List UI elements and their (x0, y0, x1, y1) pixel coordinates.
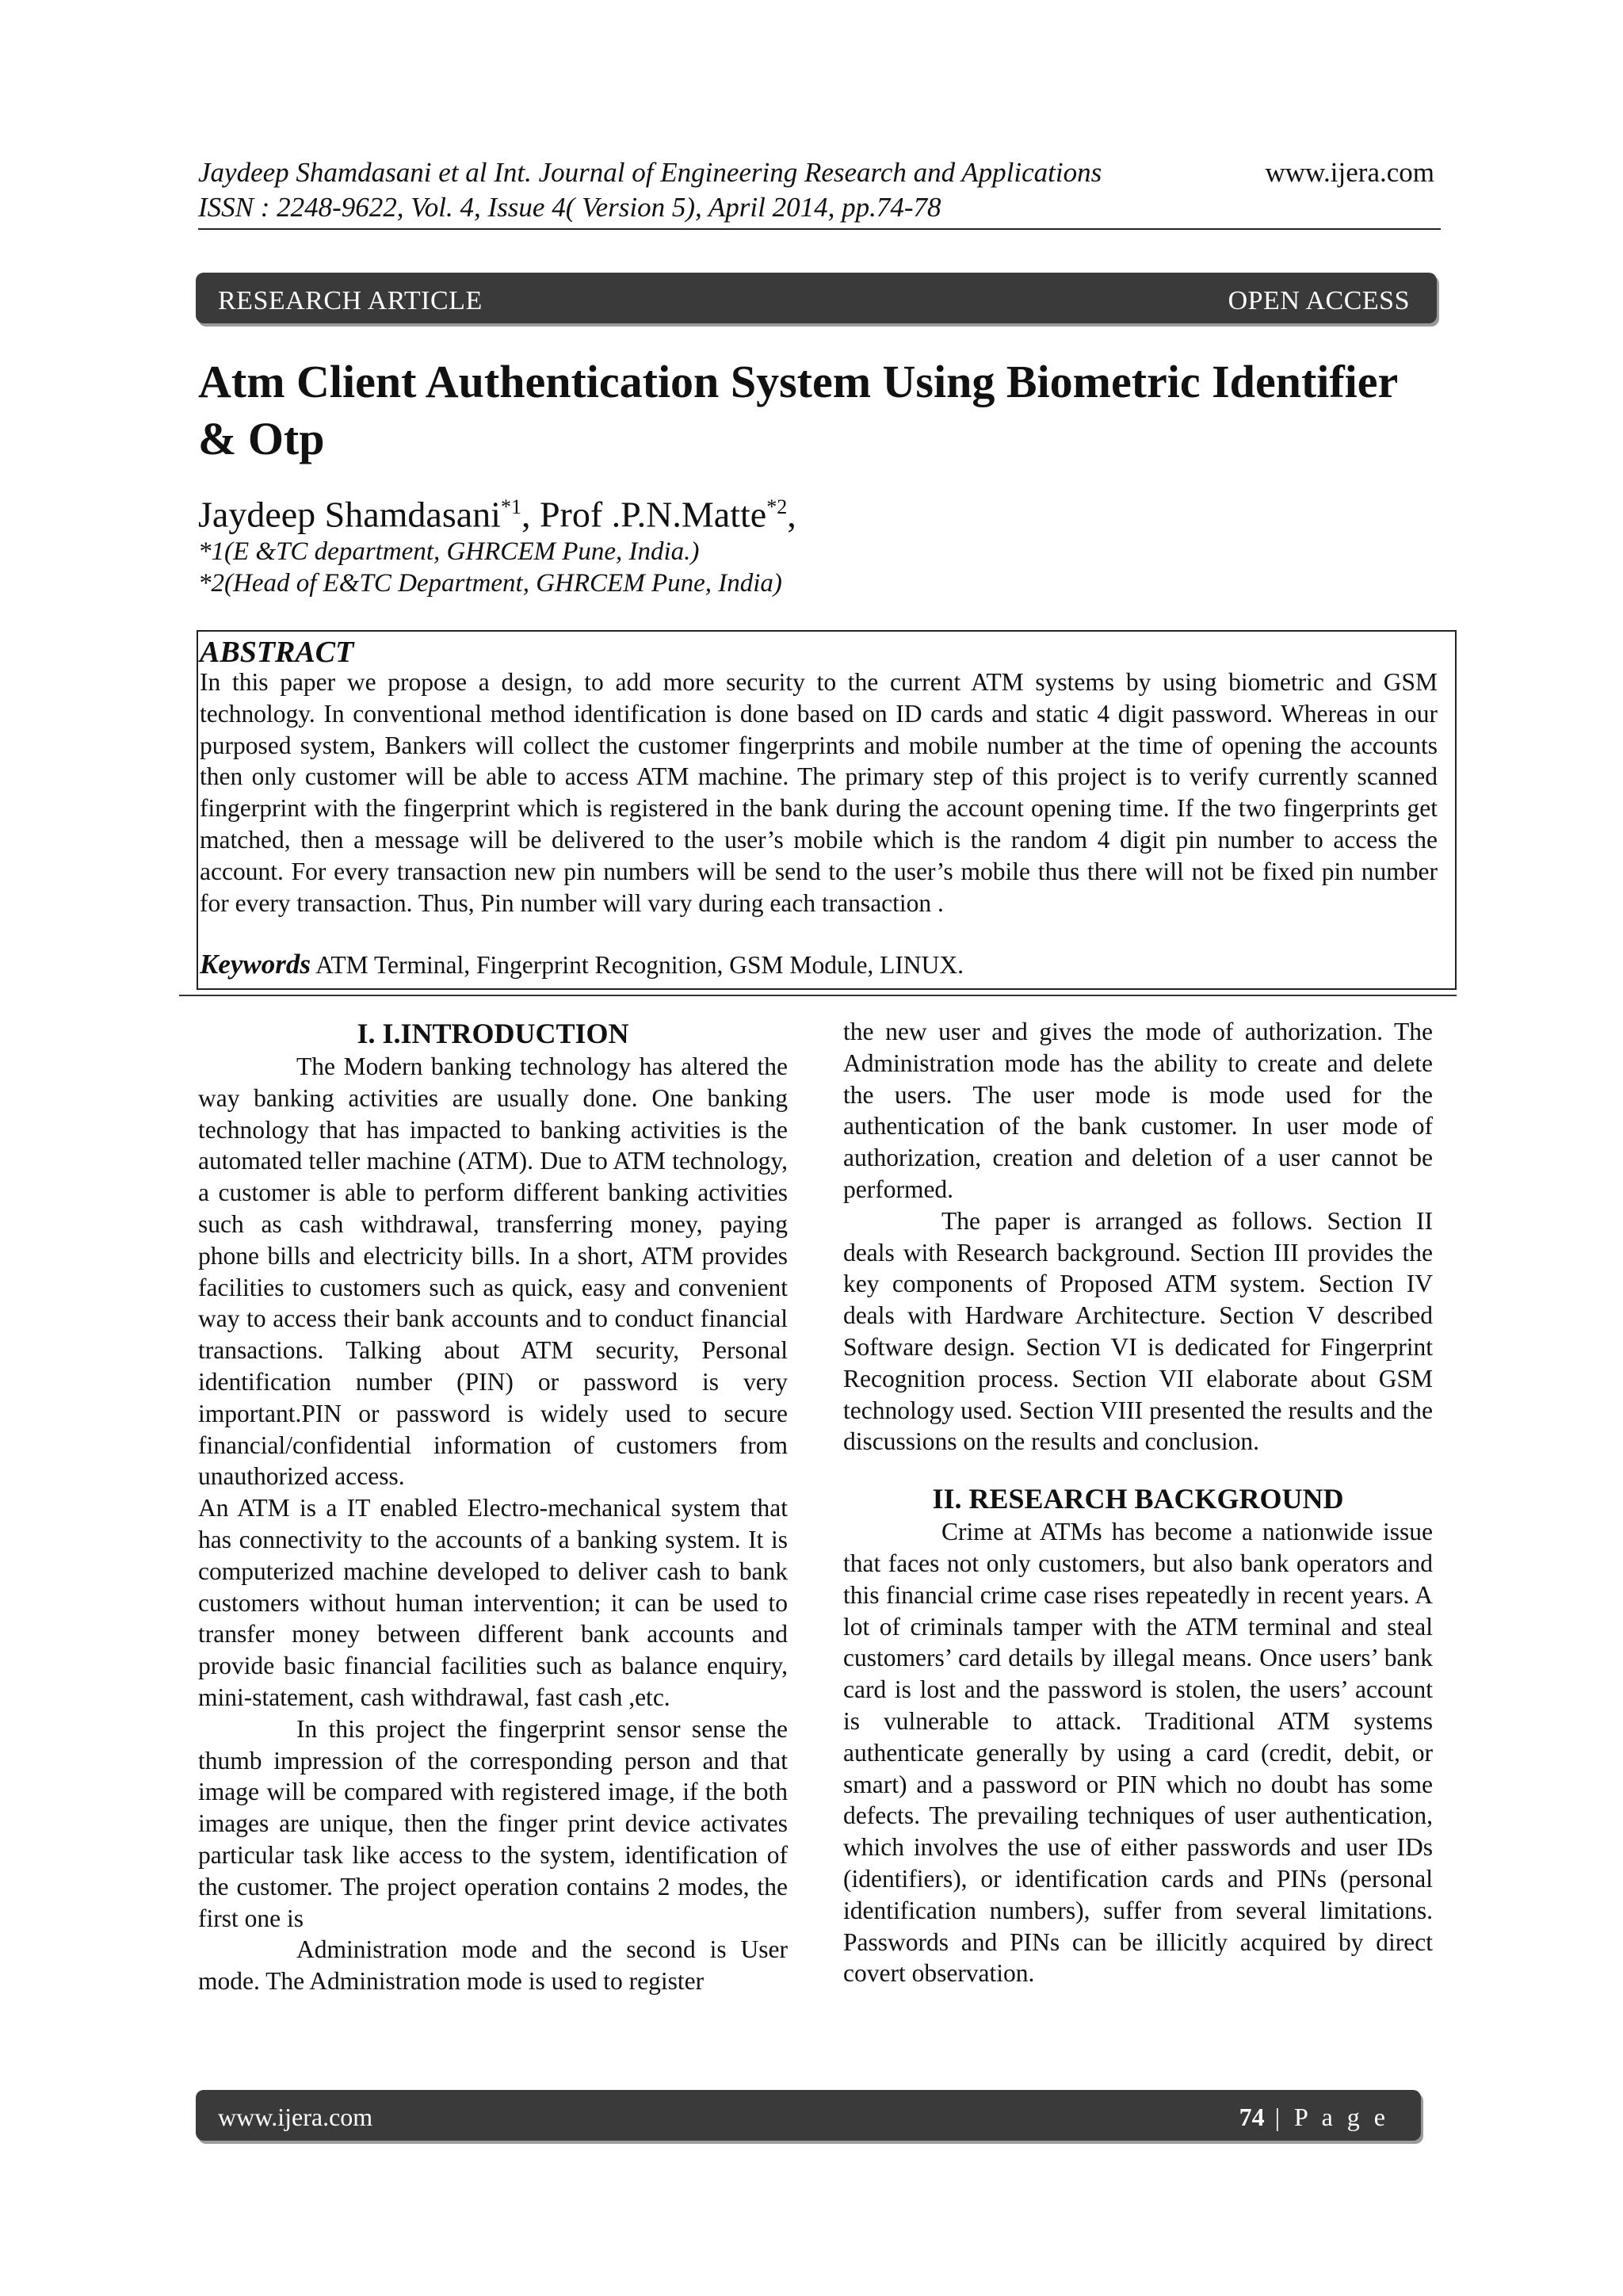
abstract-box (197, 630, 1457, 990)
intro-paragraph-5: the new user and gives the mode of authorization. The Administration mode has the ability to create and delete the users. The user mode is mode used for the authentication of the bank customer. In user mode of authorization, creation and deletion of a user cannot be performed. (843, 1018, 1433, 1203)
open-access-label: OPEN ACCESS (1228, 286, 1410, 315)
intro-paragraph-1: The Modern banking technology has altered the way banking activities are usually done. One banking technology that has impacted to banking activities is the automated teller machine (ATM). Due to ATM technology, a customer is able to perform different banking activities such as cash withdrawal, transferring money, paying phone bills and electricity bills. In a short, ATM provides facilities to customers such as quick, easy and convenient way to access their bank accounts and to conduct financial transactions. Talking about ATM security, Personal identification number (PIN) or password is very important.PIN or password is widely used to secure financial/confidential information of customers from unauthorized access. (198, 1052, 788, 1491)
keywords-label: Keywords (200, 949, 311, 980)
intro-paragraph-4: Administration mode and the second is User mode. The Administration mode is used to register (198, 1935, 788, 1996)
introduction-heading: I. I.INTRODUCTION (357, 1018, 629, 1049)
research-article-label: RESEARCH ARTICLE (218, 286, 483, 315)
header-divider (198, 228, 1441, 230)
abstract-text: In this paper we propose a design, to add more security to the current ATM systems by using biometric and GSM technology. In conventional method identification is done based on ID cards and static 4 digit password. Whereas in our purposed system, Bankers will collect the customer fingerprints and mobile number at the time of opening the accounts then only customer will be able to access ATM machine. The primary step of this project is to verify currently scanned fingerprint with the fingerprint which is registered in the bank during the account opening time. If the two fingerprints get matched, then a message will be delivered to the user’s mobile which is the random 4 digit pin number to access the account. For every transaction new pin numbers will be send to the user’s mobile thus there will not be fixed pin number for every transaction. Thus, Pin number will vary during each transaction . (200, 668, 1438, 917)
intro-paragraph-3: In this project the fingerprint sensor sense the thumb impression of the corresponding person and that image will be compared with registered image, if the both images are unique, then the finger print device activates particular task like access to the system, identification of the customer. The project operation contains 2 modes, the first one is (198, 1714, 788, 1932)
author-1-mark: *1 (500, 495, 521, 518)
right-column (843, 1016, 1433, 1989)
author-1-name: Jaydeep Shamdasani (198, 494, 501, 535)
abstract-divider (179, 995, 1457, 996)
abstract-heading: ABSTRACT (200, 636, 354, 669)
background-paragraph-1: Crime at ATMs has become a nationwide issue that faces not only customers, but also bank operators and this financial crime case rises repeatedly in recent years. A lot of criminals tamper with the ATM terminal and steal customers’ card details by illegal means. Once users’ bank card is lost and the password is stolen, the users’ account is vulnerable to attack. Traditional ATM systems authenticate generally by using a card (credit, debit, or smart) and a password or PIN which no doubt has some defects. The prevailing techniques of user authentication, which involves the use of either passwords and user IDs (identifiers), or identification cards and PINs (personal identification numbers), suffer from several limitations. Passwords and PINs can be illicitly acquired by direct covert observation. (843, 1518, 1433, 1988)
author-line (198, 485, 796, 537)
page-footer (196, 2090, 1421, 2141)
article-type-banner (196, 273, 1437, 323)
page-number-value: 74 (1239, 2103, 1265, 2131)
intro-paragraph-2: An ATM is a IT enabled Electro-mechanical system that has connectivity to the accounts of a banking system. It is computerized machine developed to deliver cash to bank customers without human intervention; it can be used to transfer money between different bank accounts and provide basic financial facilities such as balance enquiry, mini-statement, cash withdrawal, fast cash ,etc. (198, 1494, 788, 1711)
affiliation-1: *1(E &TC department, GHRCEM Pune, India.) (198, 537, 700, 566)
intro-paragraph-6: The paper is arranged as follows. Section II deals with Research background. Section III provides the key components of Proposed ATM system. Section IV deals with Hardware Architecture. Section V described Software design. Section VI is dedicated for Fingerprint Recognition process. Section VII elaborate about GSM technology used. Section VIII presented the results and the discussions on the results and conclusion. (843, 1206, 1433, 1456)
keywords-text: ATM Terminal, Fingerprint Recognition, GSM Module, LINUX. (311, 951, 964, 979)
page-label: | P a g e (1264, 2103, 1389, 2131)
affiliation-2: *2(Head of E&TC Department, GHRCEM Pune, India) (198, 569, 782, 598)
journal-citation: Jaydeep Shamdasani et al Int. Journal of Engineering Research and Applications (198, 157, 1102, 188)
footer-url[interactable]: www.ijera.com (218, 2103, 373, 2131)
author-line-tail: , (787, 494, 796, 535)
research-background-heading: II. RESEARCH BACKGROUND (932, 1483, 1344, 1515)
issn-line: ISSN : 2248-9622, Vol. 4, Issue 4( Version 5), April 2014, pp.74-78 (198, 192, 941, 223)
author-2-name: , Prof .P.N.Matte (521, 494, 767, 535)
paper-title: Atm Client Authentication System Using Biometric Identifier & Otp (198, 356, 1398, 464)
running-header (198, 155, 1434, 225)
keywords-line (200, 949, 1436, 981)
author-2-mark: *2 (766, 495, 788, 518)
page-number (1239, 2101, 1389, 2133)
journal-url[interactable]: www.ijera.com (1265, 157, 1434, 188)
left-column (198, 1016, 788, 1997)
